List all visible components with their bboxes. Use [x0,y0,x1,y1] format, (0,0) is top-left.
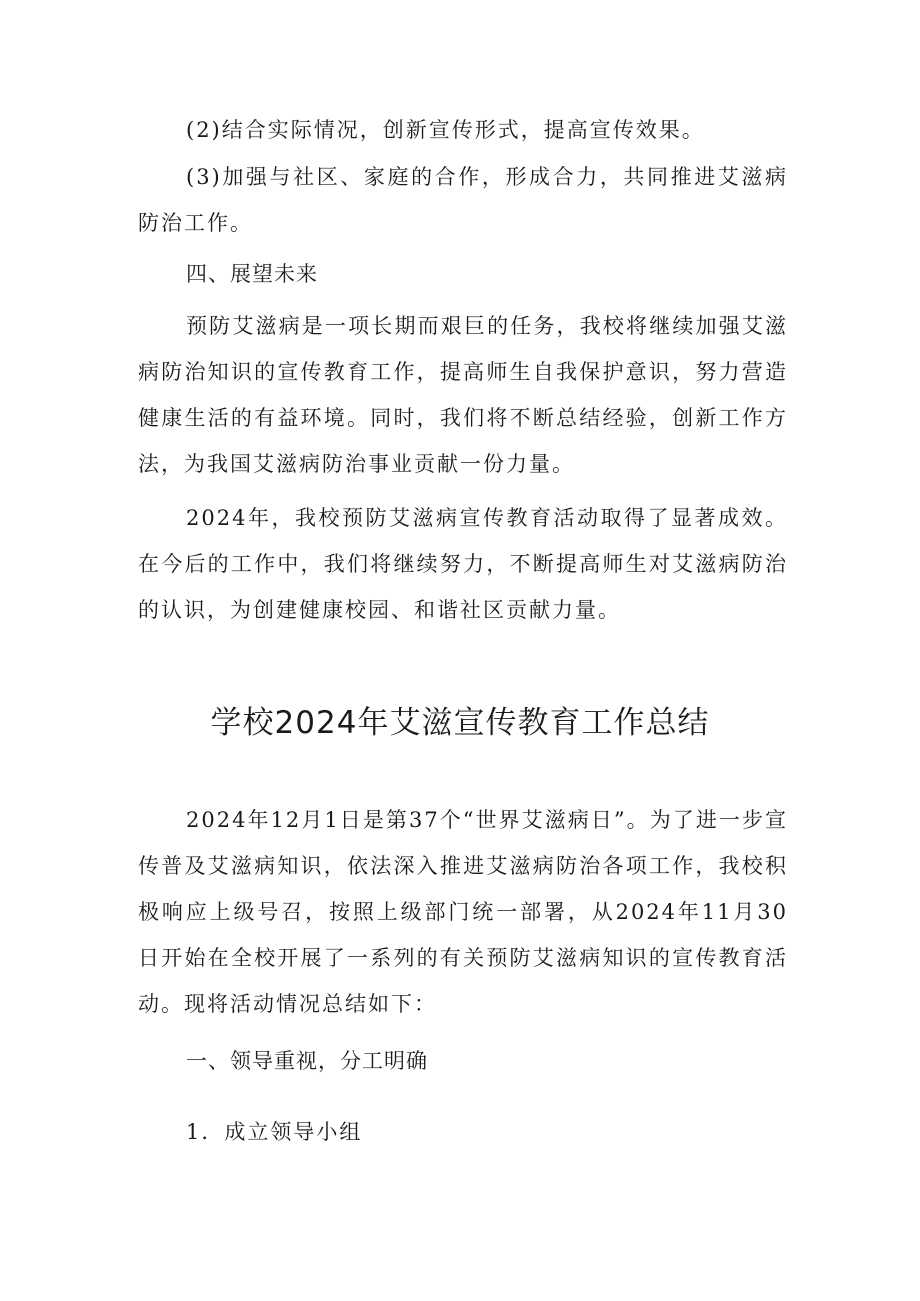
list-item-2: (2)结合实际情况，创新宣传形式，提高宣传效果。 [186,118,705,142]
document-title: 学校2024年艾滋宣传教育工作总结 [210,705,710,741]
paragraph-conclusion: 2024年，我校预防艾滋病宣传教育活动取得了显著成效。在今后的工作中，我们将继续努力，不断提高师生对艾滋病防治的认识，为创建健康校园、和谐社区贡献力量。 [138,506,788,622]
subsection-heading-group: 1．成立领导小组 [186,1120,363,1144]
section-heading-leadership: 一、领导重视，分工明确 [186,1049,428,1073]
list-item-3: (3)加强与社区、家庭的合作，形成合力，共同推进艾滋病防治工作。 [138,165,788,235]
section-heading-outlook: 四、展望未来 [186,262,318,286]
paragraph-outlook: 预防艾滋病是一项长期而艰巨的任务，我校将继续加强艾滋病防治知识的宣传教育工作，提高师生自我保护意识，努力营造健康生活的有益环境。同时，我们将不断总结经验，创新工作方法，为我国艾滋病防治事业贡献一份力量。 [138,314,788,476]
paragraph-intro: 2024年12月1日是第37个“世界艾滋病日”。为了进一步宣传普及艾滋病知识，依法深入推进艾滋病防治各项工作，我校积极响应上级号召，按照上级部门统一部署，从2024年11月30日开始在全校开展了一系列的有关预防艾滋病知识的宣传教育活动。现将活动情况总结如下： [138,808,788,1016]
